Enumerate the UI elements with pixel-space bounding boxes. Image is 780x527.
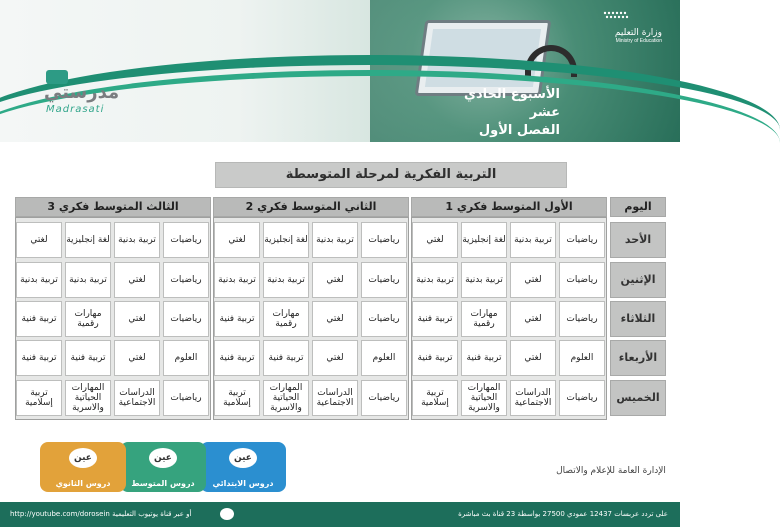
section-header-2: الثاني المتوسط فكري 2 bbox=[213, 197, 409, 217]
lesson-cell: تربية فنية bbox=[214, 301, 260, 337]
term-line: الفصل الأول 1443هـ bbox=[478, 123, 560, 156]
lesson-cell: لغتي bbox=[510, 262, 556, 298]
lesson-cell: العلوم bbox=[559, 340, 605, 376]
lesson-cell: لغتي bbox=[510, 301, 556, 337]
lesson-cell: رياضيات bbox=[361, 301, 407, 337]
lesson-cell: لغتي bbox=[510, 340, 556, 376]
lesson-cell: تربية بدنية bbox=[263, 262, 309, 298]
lesson-cell: تربية فنية bbox=[461, 340, 507, 376]
lesson-cell: لغتي bbox=[312, 262, 358, 298]
lesson-cell: تربية بدنية bbox=[16, 262, 62, 298]
lesson-cell: رياضيات bbox=[361, 380, 407, 416]
lesson-cell: رياضيات bbox=[559, 380, 605, 416]
lesson-cell: رياضيات bbox=[559, 301, 605, 337]
lesson-cell: رياضيات bbox=[163, 380, 209, 416]
lesson-cell: تربية فنية bbox=[16, 340, 62, 376]
lesson-cell: تربية بدنية bbox=[461, 262, 507, 298]
lesson-cell: تربية بدنية bbox=[312, 222, 358, 258]
lesson-cell: المهارات الحياتية والاسرية bbox=[461, 380, 507, 416]
lesson-cell: تربية فنية bbox=[412, 301, 458, 337]
lesson-cell: الدراسات الاجتماعية bbox=[114, 380, 160, 416]
lesson-cell: لغتي bbox=[114, 340, 160, 376]
ain-logo-icon: عين bbox=[229, 448, 257, 468]
page-title: التربية الفكرية لمرحلة المتوسطة bbox=[285, 167, 497, 182]
day-column-header: اليوم bbox=[610, 197, 666, 217]
lesson-cell: الدراسات الاجتماعية bbox=[312, 380, 358, 416]
lesson-cell: تربية إسلامية bbox=[412, 380, 458, 416]
media-department-calligraphy: الإدارة العامة للإعلام والاتصال bbox=[556, 466, 666, 476]
lesson-cell: تربية فنية bbox=[412, 340, 458, 376]
button-label: دروس الابتدائي bbox=[212, 479, 274, 488]
day-cell-tuesday: الثلاثاء bbox=[610, 301, 666, 337]
secondary-lessons-button[interactable] bbox=[40, 442, 126, 492]
ain-logo-icon: عين bbox=[149, 448, 177, 468]
lesson-cell: رياضيات bbox=[163, 301, 209, 337]
lesson-cell: تربية بدنية bbox=[114, 222, 160, 258]
lesson-cell: المهارات الحياتية والاسرية bbox=[263, 380, 309, 416]
lesson-cell: تربية بدنية bbox=[214, 262, 260, 298]
lesson-cell: لغة إنجليزية bbox=[65, 222, 111, 258]
lesson-cell: مهارات رقمية bbox=[263, 301, 309, 337]
madrasati-brand-en: Madrasati bbox=[46, 104, 105, 115]
ministry-name-ar: وزارة التعليم bbox=[614, 28, 662, 38]
lesson-cell: رياضيات bbox=[163, 262, 209, 298]
intermediate-lessons-button[interactable] bbox=[120, 442, 206, 492]
lesson-cell: مهارات رقمية bbox=[65, 301, 111, 337]
lesson-cell: تربية بدنية bbox=[412, 262, 458, 298]
ain-logo-icon: عين bbox=[69, 448, 97, 468]
lesson-cell: تربية فنية bbox=[16, 301, 62, 337]
page-title-band bbox=[215, 162, 567, 188]
lesson-cell: المهارات الحياتية والاسرية bbox=[65, 380, 111, 416]
section-header-3: الثالث المتوسط فكري 3 bbox=[15, 197, 211, 217]
lesson-cell: العلوم bbox=[163, 340, 209, 376]
primary-lessons-button[interactable] bbox=[200, 442, 286, 492]
lesson-cell: الدراسات الاجتماعية bbox=[510, 380, 556, 416]
lesson-cell: تربية فنية bbox=[263, 340, 309, 376]
ain-channel-icon bbox=[220, 508, 234, 520]
lesson-cell: لغة إنجليزية bbox=[461, 222, 507, 258]
lesson-cell: تربية بدنية bbox=[510, 222, 556, 258]
lesson-cell: تربية فنية bbox=[65, 340, 111, 376]
week-line: الأسبوع الحادي عشر bbox=[464, 87, 560, 120]
madrasati-brand-ar: مدرستي bbox=[44, 82, 120, 103]
lesson-cell: لغتي bbox=[114, 262, 160, 298]
day-cell-monday: الإثنين bbox=[610, 262, 666, 298]
lesson-cell: تربية فنية bbox=[214, 340, 260, 376]
header-banner bbox=[0, 0, 680, 156]
lesson-cell: لغة إنجليزية bbox=[263, 222, 309, 258]
lesson-cell: رياضيات bbox=[361, 222, 407, 258]
footer-bar bbox=[0, 502, 680, 527]
lesson-cell: العلوم bbox=[361, 340, 407, 376]
lesson-cell: تربية إسلامية bbox=[16, 380, 62, 416]
ministry-name-en: Ministry of Education bbox=[615, 38, 662, 44]
lesson-cell: لغتي bbox=[114, 301, 160, 337]
lesson-cell: لغتي bbox=[312, 340, 358, 376]
youtube-link[interactable]: http://youtube.com/dorosein أو عبر قناة يوتيوب التعليمية bbox=[10, 510, 192, 518]
button-label: دروس المتوسط bbox=[131, 479, 195, 488]
section-header-1: الأول المتوسط فكري 1 bbox=[411, 197, 607, 217]
ministry-name bbox=[615, 14, 662, 44]
lesson-cell: لغتي bbox=[214, 222, 260, 258]
day-cell-sunday: الأحد bbox=[610, 222, 666, 258]
lesson-cell: رياضيات bbox=[559, 222, 605, 258]
lesson-cell: تربية إسلامية bbox=[214, 380, 260, 416]
week-title bbox=[430, 86, 560, 158]
day-cell-thursday: الخميس bbox=[610, 380, 666, 416]
lesson-cell: رياضيات bbox=[559, 262, 605, 298]
button-label: دروس الثانوي bbox=[55, 479, 111, 488]
lesson-cell: رياضيات bbox=[361, 262, 407, 298]
broadcast-info: على تردد عربسات 12437 عمودي 27500 بواسطة 23 قناة بث مباشرة bbox=[458, 510, 668, 518]
lesson-cell: رياضيات bbox=[163, 222, 209, 258]
lesson-cell: لغتي bbox=[16, 222, 62, 258]
lesson-cell: لغتي bbox=[412, 222, 458, 258]
lesson-cell: مهارات رقمية bbox=[461, 301, 507, 337]
lesson-cell: لغتي bbox=[312, 301, 358, 337]
lesson-cell: تربية بدنية bbox=[65, 262, 111, 298]
day-cell-wednesday: الأربعاء bbox=[610, 340, 666, 376]
